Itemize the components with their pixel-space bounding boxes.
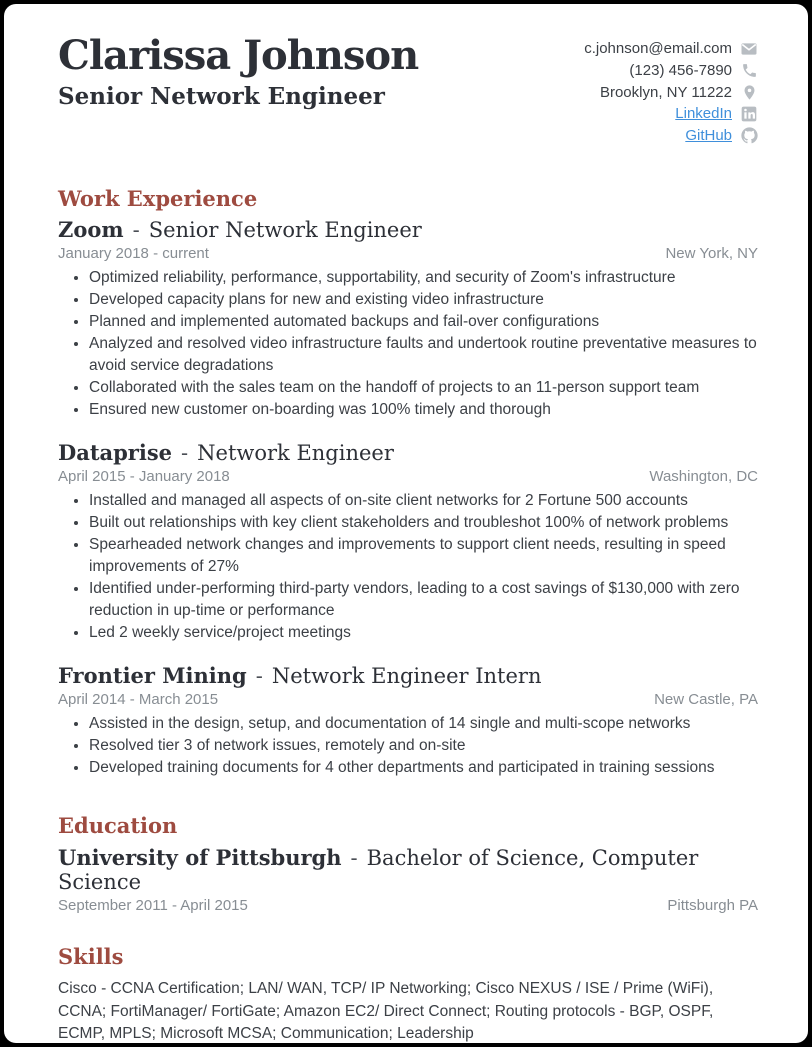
job-bullet: • Planned and implemented automated backups and fail-over configurations [89, 311, 758, 333]
section-heading-skills: Skills [58, 944, 124, 970]
location-text: Brooklyn, NY 11222 [599, 83, 732, 101]
job-meta [58, 245, 758, 262]
job-location: New Castle, PA [654, 691, 758, 709]
job-bullet-list [58, 267, 758, 421]
contact-row-phone [584, 60, 758, 82]
education-title-line [58, 845, 758, 894]
title-dash: - [255, 664, 263, 689]
job-bullet: • Developed training documents for 4 other departments and participated in training sessions [89, 757, 758, 779]
job-role: Network Engineer Intern [271, 664, 542, 689]
job-bullet: • Assisted in the design, setup, and documentation of 14 single and multi-scope networks [89, 713, 758, 735]
job-role: Network Engineer [197, 441, 394, 466]
job-bullet: • Resolved tier 3 of network issues, remotely and on-site [89, 735, 758, 757]
mail-icon [740, 40, 758, 58]
person-name: Clarissa Johnson [58, 32, 419, 79]
title-dash: - [132, 218, 140, 243]
job-title-line [58, 663, 758, 688]
job-bullet: • Installed and managed all aspects of on-site client networks for 2 Fortune 500 accounts [89, 490, 758, 512]
github-link[interactable]: GitHub [685, 127, 732, 145]
job-bullet: • Built out relationships with key client stakeholders and troubleshot 100% of network problems [89, 512, 758, 534]
job-entry-zoom [58, 217, 758, 421]
linkedin-link[interactable]: LinkedIn [675, 105, 732, 123]
company-name: Zoom [58, 217, 124, 243]
job-entry-dataprise [58, 440, 758, 644]
job-dates: January 2018 - current [58, 245, 209, 263]
job-dates: April 2014 - March 2015 [58, 691, 219, 709]
title-dash: - [350, 846, 358, 871]
section-heading-work: Work Experience [58, 186, 258, 212]
job-bullet: • Led 2 weekly service/project meetings [89, 622, 758, 644]
work-experience-section [58, 186, 758, 779]
education-meta [58, 897, 758, 914]
email-text: c.johnson@email.com [584, 40, 732, 58]
job-location: New York, NY [665, 245, 758, 263]
github-icon [740, 127, 758, 145]
school-name: University of Pittsburgh [58, 845, 342, 871]
contact-row-linkedin [584, 103, 758, 125]
phone-icon [740, 62, 758, 80]
company-name: Frontier Mining [58, 663, 247, 689]
linkedin-icon [740, 105, 758, 123]
job-bullet: • Identified under-performing third-party vendors, leading to a cost savings of $130,000 with zero reduction in up-time or performance [89, 578, 758, 622]
job-title-line [58, 217, 758, 242]
job-dates: April 2015 - January 2018 [58, 468, 230, 486]
company-name: Dataprise [58, 440, 173, 466]
identity-block [58, 28, 418, 146]
job-bullet: • Optimized reliability, performance, supportability, and security of Zoom's infrastructure [89, 267, 758, 289]
job-bullet: • Ensured new customer on-boarding was 100% timely and thorough [89, 399, 758, 421]
resume-page [4, 4, 808, 1043]
job-role: Senior Network Engineer [148, 218, 422, 243]
skills-section [58, 944, 758, 1043]
job-title-line [58, 440, 758, 465]
job-bullet-list [58, 713, 758, 779]
education-dates: September 2011 - April 2015 [58, 897, 248, 915]
job-bullet: • Analyzed and resolved video infrastructure faults and undertook routine preventative measures to avoid service degradations [89, 333, 758, 377]
location-icon [740, 83, 758, 101]
job-entry-frontier-mining [58, 663, 758, 779]
degree-name: Bachelor of Science, Computer Science [58, 846, 699, 895]
phone-text: (123) 456-7890 [629, 62, 732, 80]
job-meta [58, 691, 758, 708]
job-bullet: • Spearheaded network changes and improvements to support client needs, resulting in speed improvements of 27% [89, 534, 758, 578]
title-dash: - [181, 441, 189, 466]
contact-block [584, 28, 758, 146]
contact-row-email [584, 38, 758, 60]
section-heading-education: Education [58, 813, 178, 839]
education-section [58, 813, 758, 914]
job-bullet-list [58, 490, 758, 644]
job-location: Washington, DC [649, 468, 758, 486]
job-bullet: • Collaborated with the sales team on the handoff of projects to an 11-person support team [89, 377, 758, 399]
education-location: Pittsburgh PA [667, 897, 758, 915]
contact-row-location [584, 81, 758, 103]
job-bullet: • Developed capacity plans for new and existing video infrastructure [89, 289, 758, 311]
skills-text: Cisco - CCNA Certification; LAN/ WAN, TCP/ IP Networking; Cisco NEXUS / ISE / Prime (WiFi), CCNA; FortiManager/ FortiGate; Amazon EC2/ Direct Connect; Routing protocols - BGP, OSPF, ECMP, MPLS; Microsoft MCSA; Communication; Leadership [58, 980, 714, 1043]
header [58, 28, 758, 146]
job-meta [58, 468, 758, 485]
person-job-title: Senior Network Engineer [58, 82, 385, 110]
contact-row-github [584, 125, 758, 147]
